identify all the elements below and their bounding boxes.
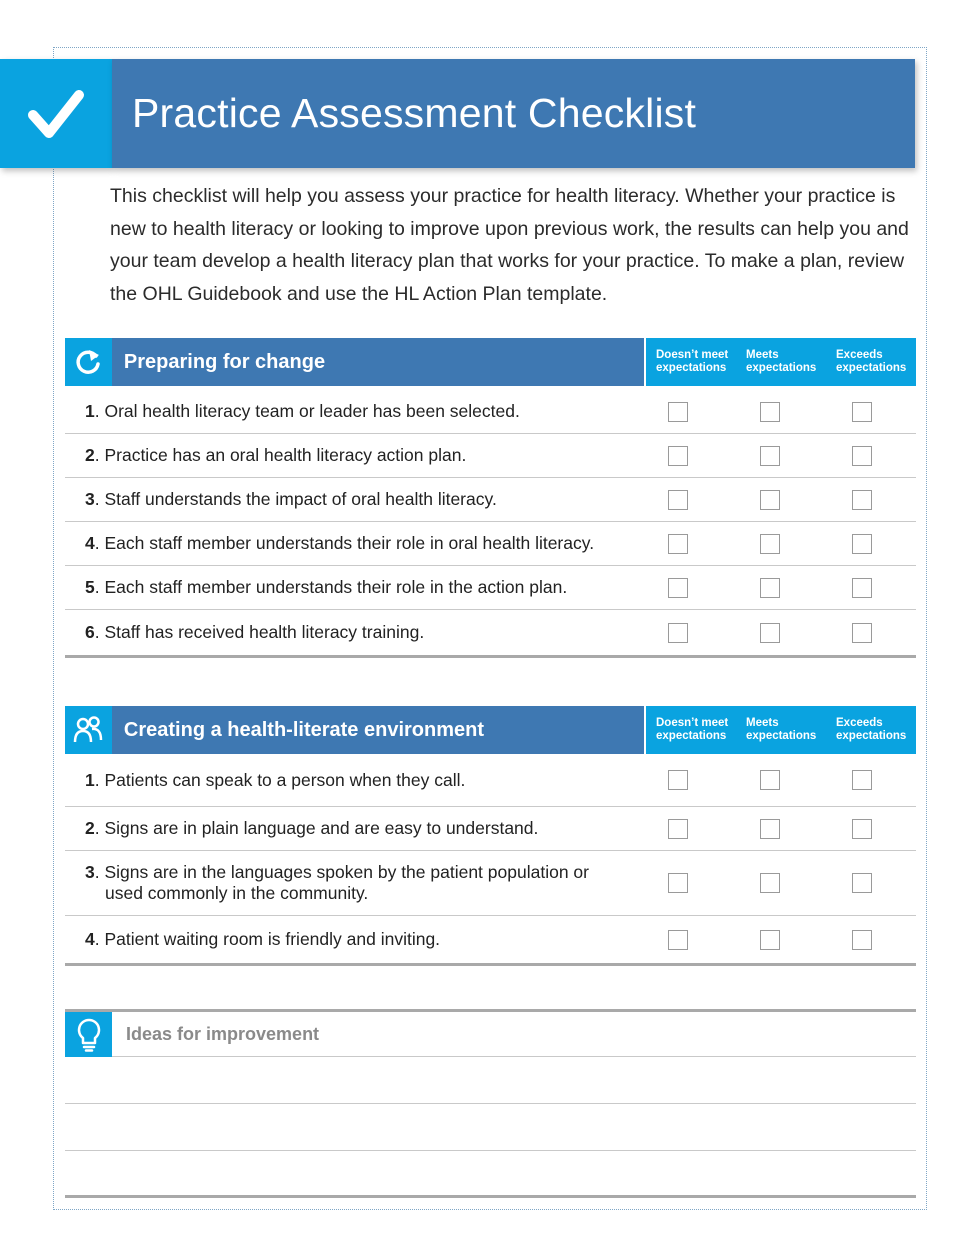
- checklist-row: [65, 566, 916, 610]
- checkbox-exceeds[interactable]: [852, 770, 872, 790]
- col-meets: Meets expectations: [746, 349, 817, 374]
- ideas-section: [65, 1009, 916, 1198]
- col-doesnt-meet: Doesn’t meet expectations: [656, 717, 729, 742]
- section-title: Creating a health-literate environment: [112, 706, 644, 754]
- lightbulb-icon: [65, 1012, 112, 1057]
- checkbox-meets[interactable]: [760, 873, 780, 893]
- item-number: 2: [85, 445, 95, 465]
- checkbox-doesnt-meet[interactable]: [668, 578, 688, 598]
- checklist-row: [65, 434, 916, 478]
- checkbox-meets[interactable]: [760, 490, 780, 510]
- checkbox-meets[interactable]: [760, 623, 780, 643]
- col-exceeds: Exceeds expectations: [836, 349, 907, 374]
- item-number: 5: [85, 577, 95, 597]
- item-number: 1: [85, 769, 95, 790]
- checkbox-meets[interactable]: [760, 402, 780, 422]
- writing-line[interactable]: [65, 1104, 916, 1151]
- item-text-continued: used commonly in the community.: [105, 883, 369, 903]
- checklist-row: [65, 390, 916, 434]
- item-text: . Signs are in the languages spoken by the patient population or: [94, 862, 589, 882]
- checklist-row: [65, 851, 916, 916]
- section-header: [65, 338, 916, 386]
- checkbox-meets[interactable]: [760, 446, 780, 466]
- checkbox-doesnt-meet[interactable]: [668, 873, 688, 893]
- checkbox-exceeds[interactable]: [852, 930, 872, 950]
- item-number: 3: [85, 489, 95, 509]
- checkbox-doesnt-meet[interactable]: [668, 534, 688, 554]
- writing-line[interactable]: [65, 1151, 916, 1198]
- section-title: Preparing for change: [112, 338, 644, 386]
- item-text: . Practice has an oral health literacy action plan.: [94, 445, 467, 465]
- writing-line[interactable]: [65, 1057, 916, 1104]
- checkbox-doesnt-meet[interactable]: [668, 402, 688, 422]
- checklist-row: [65, 916, 916, 966]
- checkbox-exceeds[interactable]: [852, 578, 872, 598]
- checkbox-exceeds[interactable]: [852, 623, 872, 643]
- checklist-row: [65, 522, 916, 566]
- item-text: . Patients can speak to a person when they call.: [94, 769, 466, 790]
- checklist-row: [65, 610, 916, 658]
- checkbox-doesnt-meet[interactable]: [668, 930, 688, 950]
- checkbox-doesnt-meet[interactable]: [668, 819, 688, 839]
- checkbox-exceeds[interactable]: [852, 819, 872, 839]
- checkbox-doesnt-meet[interactable]: [668, 490, 688, 510]
- checkbox-meets[interactable]: [760, 534, 780, 554]
- item-text: . Oral health literacy team or leader has been selected.: [94, 401, 520, 421]
- checklist-row: [65, 478, 916, 522]
- section-header: [65, 706, 916, 754]
- item-text: . Staff has received health literacy training.: [94, 622, 425, 642]
- ideas-header: [65, 1009, 916, 1057]
- people-icon: [65, 706, 112, 754]
- item-text: . Staff understands the impact of oral health literacy.: [94, 489, 497, 509]
- refresh-icon: [65, 338, 112, 386]
- item-number: 4: [85, 929, 95, 949]
- checkbox-meets[interactable]: [760, 819, 780, 839]
- checkbox-exceeds[interactable]: [852, 490, 872, 510]
- item-number: 4: [85, 533, 95, 553]
- section-health-literate-environment: [65, 706, 916, 966]
- item-text: . Patient waiting room is friendly and inviting.: [94, 929, 441, 949]
- item-text: . Each staff member understands their role in oral health literacy.: [94, 533, 595, 553]
- checkbox-meets[interactable]: [760, 578, 780, 598]
- ideas-label: Ideas for improvement: [126, 1023, 320, 1044]
- col-doesnt-meet: Doesn’t meet expectations: [656, 349, 729, 374]
- checkbox-exceeds[interactable]: [852, 446, 872, 466]
- checklist-row: [65, 754, 916, 807]
- checkbox-exceeds[interactable]: [852, 534, 872, 554]
- item-text: . Each staff member understands their role in the action plan.: [94, 577, 568, 597]
- col-exceeds: Exceeds expectations: [836, 717, 907, 742]
- checkbox-doesnt-meet[interactable]: [668, 770, 688, 790]
- checklist-row: [65, 807, 916, 851]
- checkbox-doesnt-meet[interactable]: [668, 623, 688, 643]
- page-title: Practice Assessment Checklist: [132, 90, 697, 136]
- item-number: 1: [85, 401, 95, 421]
- item-number: 3: [85, 862, 95, 882]
- item-text: . Signs are in plain language and are easy to understand.: [94, 818, 539, 838]
- rating-column-headers: [646, 338, 916, 386]
- checkbox-exceeds[interactable]: [852, 402, 872, 422]
- checkbox-doesnt-meet[interactable]: [668, 446, 688, 466]
- checkbox-meets[interactable]: [760, 770, 780, 790]
- item-number: 2: [85, 818, 95, 838]
- checkmark-icon: [0, 59, 112, 168]
- item-number: 6: [85, 622, 95, 642]
- section-preparing-for-change: [65, 338, 916, 658]
- col-meets: Meets expectations: [746, 717, 817, 742]
- intro-paragraph: This checklist will help you assess your practice for health literacy. Whether your practice is new to health literacy or looking to improve upon previous work, the results can help you and your team develop a health literacy plan that works for your practice. To make a plan, review the OHL Guidebook and use the HL Action Plan template.: [110, 185, 909, 305]
- title-banner: [112, 59, 915, 168]
- rating-column-headers: [646, 706, 916, 754]
- checkbox-meets[interactable]: [760, 930, 780, 950]
- checkbox-exceeds[interactable]: [852, 873, 872, 893]
